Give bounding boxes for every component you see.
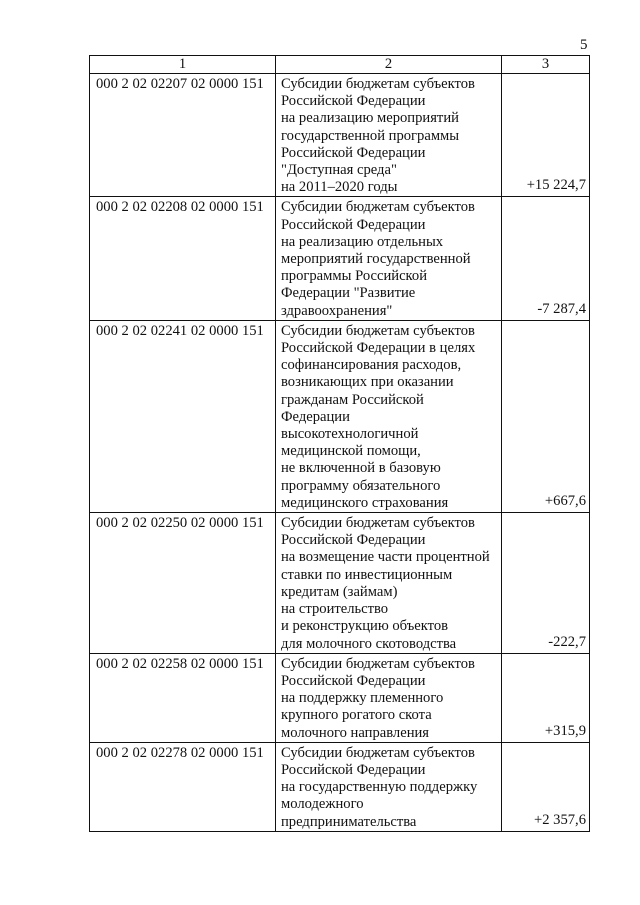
page-number: 5 [580, 37, 588, 53]
row-amount: +667,6 [502, 320, 590, 512]
row-description: Субсидии бюджетам субъектов Российской Федерации на реализацию отдельных мероприятий государственной программы Российской Федерации "Развитие здравоохранения" [276, 197, 502, 320]
row-code: 000 2 02 02207 02 0000 151 [90, 74, 276, 197]
row-description: Субсидии бюджетам субъектов Российской Федерации на возмещение части процентной ставки по инвестиционным кредитам (займам) на строительство и реконструкцию объектов для молочного скотоводства [276, 513, 502, 654]
table-row [90, 513, 590, 654]
row-description: Субсидии бюджетам субъектов Российской Федерации в целях софинансирования расходов, возникающих при оказании гражданам Российской Федерации высокотехнологичной медицинской помощи, не включенной в базовую программу обязательного медицинского страхования [276, 320, 502, 512]
header-row [90, 56, 590, 74]
row-code: 000 2 02 02258 02 0000 151 [90, 653, 276, 742]
row-description: Субсидии бюджетам субъектов Российской Федерации на реализацию мероприятий государственной программы Российской Федерации "Доступная среда" на 2011–2020 годы [276, 74, 502, 197]
column-header-amount: 3 [502, 56, 590, 74]
row-code: 000 2 02 02208 02 0000 151 [90, 197, 276, 320]
row-amount: +2 357,6 [502, 742, 590, 831]
column-header-description: 2 [276, 56, 502, 74]
table-row [90, 653, 590, 742]
row-description: Субсидии бюджетам субъектов Российской Федерации на государственную поддержку молодежного предпринимательства [276, 742, 502, 831]
table-row [90, 742, 590, 831]
row-amount: +315,9 [502, 653, 590, 742]
row-amount: +15 224,7 [502, 74, 590, 197]
row-code: 000 2 02 02241 02 0000 151 [90, 320, 276, 512]
row-code: 000 2 02 02278 02 0000 151 [90, 742, 276, 831]
column-header-code: 1 [90, 56, 276, 74]
budget-table [89, 55, 590, 832]
row-code: 000 2 02 02250 02 0000 151 [90, 513, 276, 654]
table-row [90, 320, 590, 512]
table-row [90, 74, 590, 197]
table-row [90, 197, 590, 320]
row-amount: -222,7 [502, 513, 590, 654]
row-description: Субсидии бюджетам субъектов Российской Федерации на поддержку племенного крупного рогатого скота молочного направления [276, 653, 502, 742]
row-amount: -7 287,4 [502, 197, 590, 320]
